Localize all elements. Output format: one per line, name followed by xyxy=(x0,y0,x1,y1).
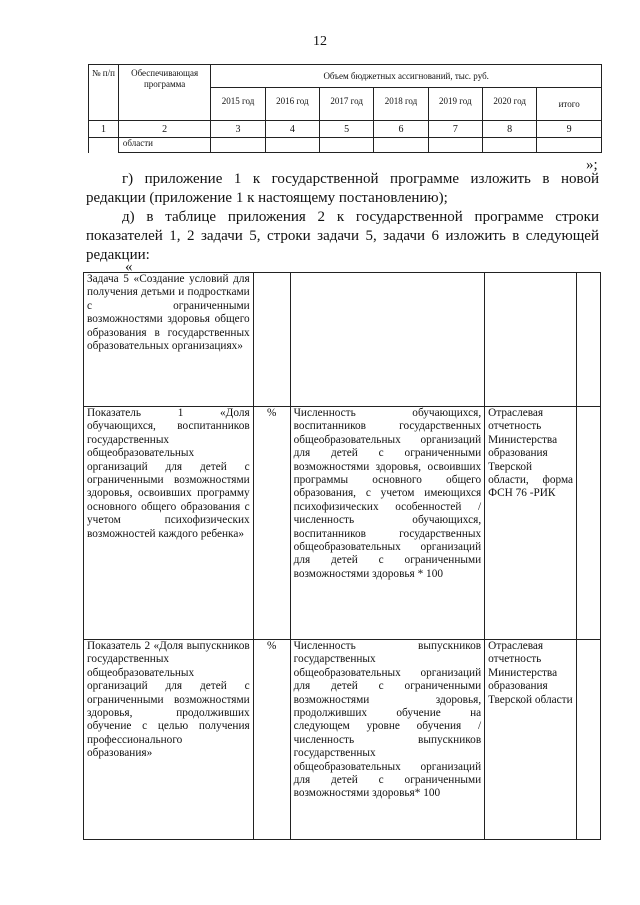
year-2019: 2019 год xyxy=(428,88,482,121)
empty-cell xyxy=(290,273,485,407)
header-total: итого xyxy=(537,88,602,121)
num-cell: 8 xyxy=(482,121,536,138)
indicator2-formula: Численность выпускников государственных общеобразовательных организаций для детей с ограниченными возможностями здоровья, продолживших обучение на следующем уровне обучения / численность выпускников государственных общеобразовательных организаций для детей с ограниченными возможностями здоровья* 100 xyxy=(290,640,485,840)
paragraph-g: г) приложение 1 к государственной программе изложить в новой редакции (приложение 1 к настоящему постановлению); xyxy=(86,171,599,206)
closing-quote: »; xyxy=(586,157,598,173)
num-cell: 7 xyxy=(428,121,482,138)
page-number: 12 xyxy=(313,34,327,49)
indicator1-formula: Численность обучающихся, воспитанников государственных общеобразовательных организаций для детей с ограниченными возможностями здоровья, освоивших программы основного общего образования, с учетом имеющихся психофизических особенностей / численность обучающихся, воспитанников государственных общеобразовательных организаций для детей с ограниченными возможностями здоровья * 100 xyxy=(290,407,485,640)
year-2015: 2015 год xyxy=(211,88,265,121)
indicator2-name: Показатель 2 «Доля выпускников государственных общеобразовательных организаций для детей с ограниченными возможностями здоровья, продолживших обучение с целью получения профессионального образования» xyxy=(84,640,254,840)
indicators-table xyxy=(83,272,601,840)
paragraph-d: д) в таблице приложения 2 к государственной программе строки показателей 1, 2 задачи 5, строки задачи 5, задачи 6 изложить в следующей редакции: xyxy=(86,209,599,263)
num-cell: 2 xyxy=(118,121,210,138)
indicator2-source: Отраслевая отчетность Министерства образования Тверской области xyxy=(485,640,577,840)
opening-quote: « xyxy=(125,259,133,275)
year-2018: 2018 год xyxy=(374,88,428,121)
task5-cell: Задача 5 «Создание условий для получения детьми и подростками с ограниченными возможностями здоровья общего образования в государственных образовательных организациях» xyxy=(84,273,254,407)
year-2017: 2017 год xyxy=(320,88,374,121)
indicator1-unit: % xyxy=(253,407,290,640)
num-cell: 5 xyxy=(320,121,374,138)
budget-table xyxy=(88,64,602,153)
empty-cell xyxy=(577,273,601,407)
empty-cell xyxy=(577,407,601,640)
empty-cell xyxy=(482,138,536,153)
empty-cell xyxy=(211,138,265,153)
empty-cell xyxy=(253,273,290,407)
empty-cell xyxy=(374,138,428,153)
region-cell: области xyxy=(118,138,210,153)
header-budget: Объем бюджетных ассигнований, тыс. руб. xyxy=(211,65,602,88)
empty-cell xyxy=(577,640,601,840)
num-cell: 9 xyxy=(537,121,602,138)
empty-cell xyxy=(265,138,319,153)
header-provider: Обеспечивающая программа xyxy=(118,65,210,121)
year-2016: 2016 год xyxy=(265,88,319,121)
empty-cell xyxy=(537,138,602,153)
indicator2-unit: % xyxy=(253,640,290,840)
indicator1-source: Отраслевая отчетность Министерства образования Тверской области, форма ФСН 76 -РИК xyxy=(485,407,577,640)
empty-cell xyxy=(485,273,577,407)
empty-cell xyxy=(320,138,374,153)
empty-cell xyxy=(428,138,482,153)
num-cell: 4 xyxy=(265,121,319,138)
num-cell: 6 xyxy=(374,121,428,138)
empty-cell xyxy=(89,138,119,153)
indicator1-name: Показатель 1 «Доля обучающихся, воспитанников государственных общеобразовательных организаций для детей с ограниченными возможностями здоровья, освоивших программу основного общего образования с учетом психофизических возможностей каждого ребенка» xyxy=(84,407,254,640)
header-num: № п/п xyxy=(89,65,119,121)
year-2020: 2020 год xyxy=(482,88,536,121)
num-cell: 1 xyxy=(89,121,119,138)
num-cell: 3 xyxy=(211,121,265,138)
